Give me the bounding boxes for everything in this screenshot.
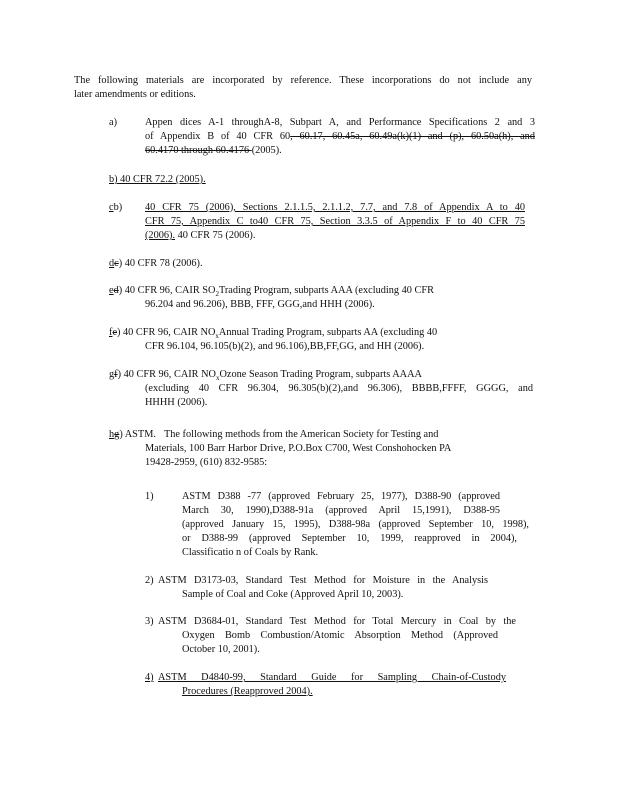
item-h-line-1 [109, 428, 438, 442]
intro-line-2: later amendments or editions. [74, 89, 196, 100]
sub-item-2-marker: 2) [145, 575, 154, 586]
item-a-line-2-struck: , 60.17, 60.45a, 60.49a(k)(1) and (p), 60.50a(h), and [290, 131, 535, 142]
item-e-line-1-a: ) 40 CFR 96, CAIR SO [118, 285, 216, 296]
item-d [109, 257, 203, 271]
item-e-subscript: 2 [215, 290, 219, 298]
item-c-line-2: CFR 75, Appendix C to40 CFR 75, Section 3.3.5 of Appendix F to 40 CFR 75 [145, 216, 525, 227]
intro-line-1: The following materials are incorporated by reference. These incorporations do not include any [74, 75, 532, 86]
item-h-line-1-a: ) ASTM. [119, 429, 156, 440]
item-d-text: ) 40 CFR 78 (2006). [118, 258, 203, 269]
item-a-line-1: Appen dices A-1 throughA-8, Subpart A, and Performance Specifications 2 and 3 [145, 117, 535, 128]
sub-item-4-line-2: Procedures (Reapproved 2004). [182, 686, 313, 697]
item-g-line-3: HHHH (2006). [145, 397, 208, 408]
sub-item-4-line-1: ASTM D4840-99, Standard Guide for Sampling Chain-of-Custody [158, 672, 506, 683]
item-f-line-2: CFR 96.104, 96.105(b)(2), and 96.106),BB,FF,GG, and HH (2006). [145, 341, 425, 352]
sub-item-3-line-2: Oxygen Bomb Combustion/Atomic Absorption Method (Approved [182, 630, 498, 641]
item-e-marker-deleted: d [113, 285, 119, 296]
item-g-line-2: (excluding 40 CFR 96.304, 96.305(b)(2),and 96.306), BBBB,FFFF, GGGG, and [145, 383, 533, 394]
item-g-line-1-b: Ozone Season Trading Program, subparts AAAA [219, 369, 422, 380]
sub-item-1-line-5: Classificatio n of Coals by Rank. [182, 547, 319, 558]
item-g-subscript: x [216, 374, 220, 382]
item-a-marker: a) [109, 117, 117, 128]
item-a-line-2-kept: of Appendix B of 40 CFR 60 [145, 131, 291, 142]
item-h-marker-inserted: h [109, 429, 115, 440]
item-f-subscript: x [215, 332, 219, 340]
item-d-marker-deleted: c [114, 258, 119, 269]
item-c-line-3 [145, 229, 255, 243]
sub-item-4-marker: 4) [145, 672, 154, 683]
sub-item-1-line-4: or D388-99 (approved September 10, 1999, reapproved in 2004), [182, 533, 517, 544]
item-a-line-2 [145, 130, 535, 144]
item-b: b) 40 CFR 72.2 (2005). [109, 174, 206, 185]
item-h-marker-deleted: g [114, 429, 120, 440]
sub-item-2-line-1: ASTM D3173-03, Standard Test Method for Moisture in the Analysis [158, 575, 488, 586]
item-c-line-3-inserted: (2006). [145, 230, 176, 241]
sub-item-3-marker: 3) [145, 616, 154, 627]
item-a-line-3 [145, 144, 282, 158]
item-c-marker-inserted: c [109, 202, 114, 213]
item-e-line-1-b: Trading Program, subparts AAA (excluding 40 CFR [218, 285, 434, 296]
item-g-marker-deleted: f [114, 369, 118, 380]
sub-item-1-line-1: ASTM D388 -77 (approved February 25, 1977), D388-90 (approved [182, 491, 500, 502]
item-c-marker [109, 201, 122, 215]
item-a-line-3-struck: 60.4170 through 60.4176 [145, 145, 252, 156]
item-f-line-1-a: ) 40 CFR 96, CAIR NO [117, 327, 216, 338]
item-c-line-3-rest: 40 CFR 75 (2006). [175, 230, 256, 241]
item-c-line-1: 40 CFR 75 (2006), Sections 2.1.1.5, 2.1.1.2, 7.7, and 7.8 of Appendix A to 40 [145, 202, 525, 213]
item-g-marker-inserted: g [109, 369, 115, 380]
item-h-line-1-b: The following methods from the American Society for Testing and [163, 429, 439, 440]
item-g-line-1-a: ) 40 CFR 96, CAIR NO [117, 369, 216, 380]
sub-item-1-line-3: (approved January 15, 1995), D388-98a (approved September 10, 1998), [182, 519, 529, 530]
item-f-line-1-b: Annual Trading Program, subparts AA (excluding 40 [218, 327, 438, 338]
sub-item-3-line-3: October 10, 2001). [182, 644, 260, 655]
item-h-line-3: 19428-2959, (610) 832-9585: [145, 457, 268, 468]
item-e-marker-inserted: e [109, 285, 114, 296]
sub-item-3-line-1: ASTM D3684-01, Standard Test Method for Total Mercury in Coal by the [158, 616, 516, 627]
item-f-marker-deleted: e [112, 327, 118, 338]
sub-item-1-line-2: March 30, 1990),D388-91a (approved April 15,1991), D388-95 [182, 505, 500, 516]
item-a-line-3-kept: (2005). [251, 145, 282, 156]
sub-item-1-marker: 1) [145, 491, 154, 502]
sub-item-2-line-2: Sample of Coal and Coke (Approved April 10, 2003). [182, 589, 404, 600]
item-d-marker-inserted: d [109, 258, 115, 269]
item-h-line-2: Materials, 100 Barr Harbor Drive, P.O.Box C700, West Conshohocken PA [145, 443, 452, 454]
item-e-line-2: 96.204 and 96.206), BBB, FFF, GGG,and HHH (2006). [145, 299, 375, 310]
item-f-marker-inserted: f [109, 327, 113, 338]
item-c-marker-rest: b) [113, 202, 123, 213]
